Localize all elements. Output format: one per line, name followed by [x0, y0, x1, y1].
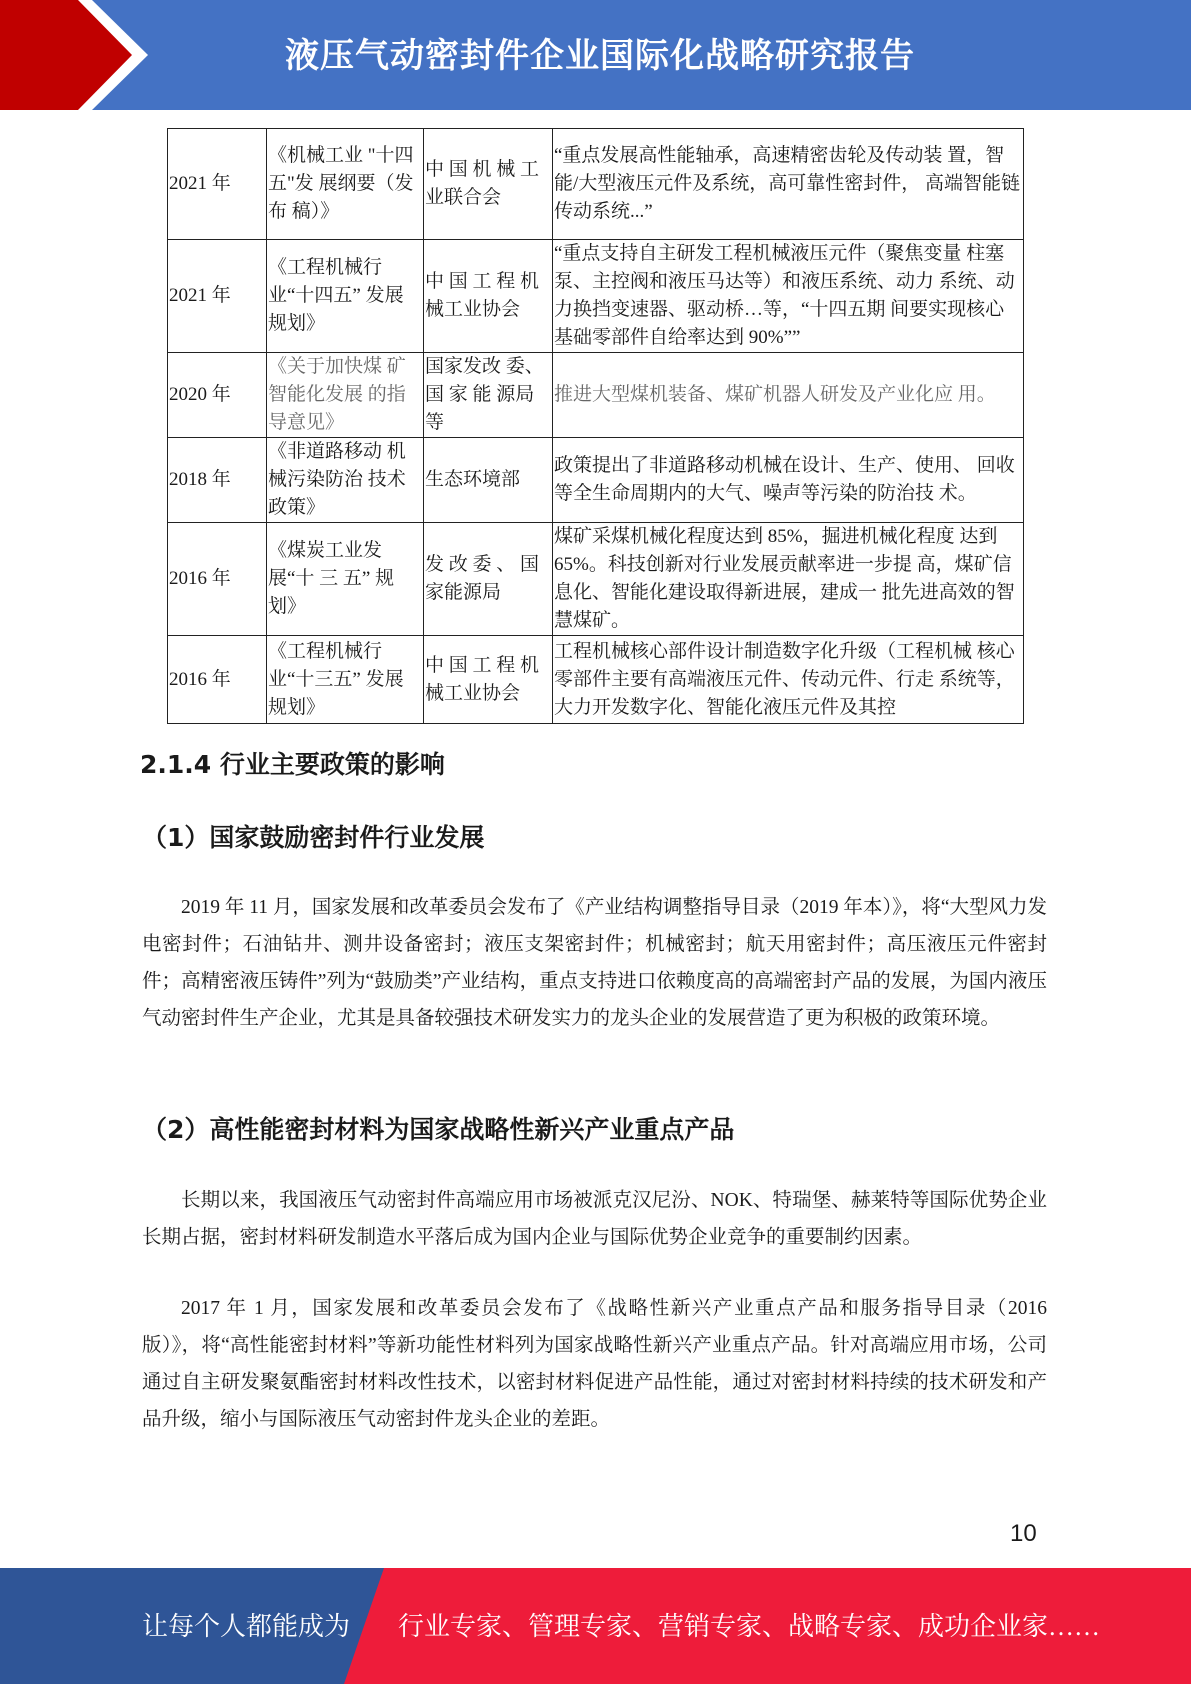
document-cell: 《关于加快煤 矿智能化发展 的指导意见》 — [267, 353, 424, 438]
year-cell: 2016 年 — [168, 523, 267, 636]
table-row — [168, 129, 1024, 240]
content-cell: 工程机械核心部件设计制造数字化升级（工程机械 核心零部件主要有高端液压元件、传动元件、行走 系统等，大力开发数字化、智能化液压元件及其控 — [553, 636, 1024, 724]
footer-slogan-right: 行业专家、管理专家、营销专家、战略专家、成功企业家…… — [398, 1612, 1101, 1641]
page-number: 10 — [1010, 1520, 1037, 1547]
table-row — [168, 438, 1024, 523]
organization-cell: 中 国 工 程 机械工业协会 — [424, 636, 553, 724]
table-row — [168, 636, 1024, 724]
page-header — [0, 0, 1191, 110]
paragraph-3: 2017 年 1 月，国家发展和改革委员会发布了《战略性新兴产业重点产品和服务指导目录（2016 版）》，将“高性能密封材料”等新功能性材料列为国家战略性新兴产业重点产品。针对高端应用市场，公司通过自主研发聚氨酯密封材料改性技术，以密封材料促进产品性能，通过对密封材料持续的技术研发和产品升级，缩小与国际液压气动密封件龙头企业的差距。 — [142, 1298, 1047, 1430]
document-cell: 《非道路移动 机械污染防治 技术政策》 — [267, 438, 424, 523]
year-cell: 2020 年 — [168, 353, 267, 438]
document-cell: 《煤炭工业发 展“十 三 五” 规划》 — [267, 523, 424, 636]
year-cell: 2016 年 — [168, 636, 267, 724]
year-cell: 2021 年 — [168, 129, 267, 240]
table-row — [168, 240, 1024, 353]
table-row — [168, 523, 1024, 636]
paragraph-1: 2019 年 11 月，国家发展和改革委员会发布了《产业结构调整指导目录（2019 年本）》，将“大型风力发电密封件；石油钻井、测井设备密封；液压支架密封件；机械密封；航天用密封件；高压液压元件密封件；高精密液压铸件”列为“鼓励类”产业结构，重点支持进口依赖度高的高端密封产品的发展，为国内液压气动密封件生产企业，尤其是具备较强技术研发实力的龙头企业的发展营造了更为积极的政策环境。 — [142, 897, 1047, 1029]
footer-slogan-left: 让每个人都能成为 — [142, 1612, 351, 1641]
document-cell: 《机械工业 "十四五"发 展纲要（发布 稿）》 — [267, 129, 424, 240]
content-cell: 政策提出了非道路移动机械在设计、生产、使用、 回收等全生命周期内的大气、噪声等污染的防治技 术。 — [553, 438, 1024, 523]
table-row — [168, 353, 1024, 438]
organization-cell: 中 国 机 械 工业联合会 — [424, 129, 553, 240]
organization-cell: 国家发改 委、国 家 能 源局等 — [424, 353, 553, 438]
year-cell: 2018 年 — [168, 438, 267, 523]
paragraph-2: 长期以来，我国液压气动密封件高端应用市场被派克汉尼汾、NOK、特瑞堡、赫莱特等国际优势企业长期占据，密封材料研发制造水平落后成为国内企业与国际优势企业竞争的重要制约因素。 — [142, 1190, 1047, 1248]
section-heading: 2.1.4 行业主要政策的影响 — [140, 750, 445, 779]
content-cell: “重点支持自主研发工程机械液压元件（聚焦变量 柱塞泵、主控阀和液压马达等）和液压系统、动力 系统、动力换挡变速器、驱动桥…等，“十四五期 间要实现核心基础零部件自给率达到 90%”” — [553, 240, 1024, 353]
organization-cell: 生态环境部 — [424, 438, 553, 523]
page-footer — [0, 1568, 1191, 1684]
document-cell: 《工程机械行 业“十四五” 发展规划》 — [267, 240, 424, 353]
report-title: 液压气动密封件企业国际化战略研究报告 — [285, 36, 915, 76]
year-cell: 2021 年 — [168, 240, 267, 353]
content-cell: “重点发展高性能轴承，高速精密齿轮及传动装 置，智能/大型液压元件及系统，高可靠性密封件， 高端智能链传动系统...” — [553, 129, 1024, 240]
subheading-2: （2）高性能密封材料为国家战略性新兴产业重点产品 — [142, 1115, 735, 1144]
policy-table — [167, 128, 1024, 724]
content-cell: 煤矿采煤机械化程度达到 85%，掘进机械化程度 达到 65%。科技创新对行业发展贡献率进一步提 高，煤矿信息化、智能化建设取得新进展，建成一 批先进高效的智慧煤矿。 — [553, 523, 1024, 636]
content-cell: 推进大型煤机装备、煤矿机器人研发及产业化应 用。 — [553, 353, 1024, 438]
organization-cell: 中 国 工 程 机械工业协会 — [424, 240, 553, 353]
subheading-1: （1）国家鼓励密封件行业发展 — [142, 823, 485, 852]
organization-cell: 发 改 委 、 国家能源局 — [424, 523, 553, 636]
document-cell: 《工程机械行 业“十三五” 发展规划》 — [267, 636, 424, 724]
